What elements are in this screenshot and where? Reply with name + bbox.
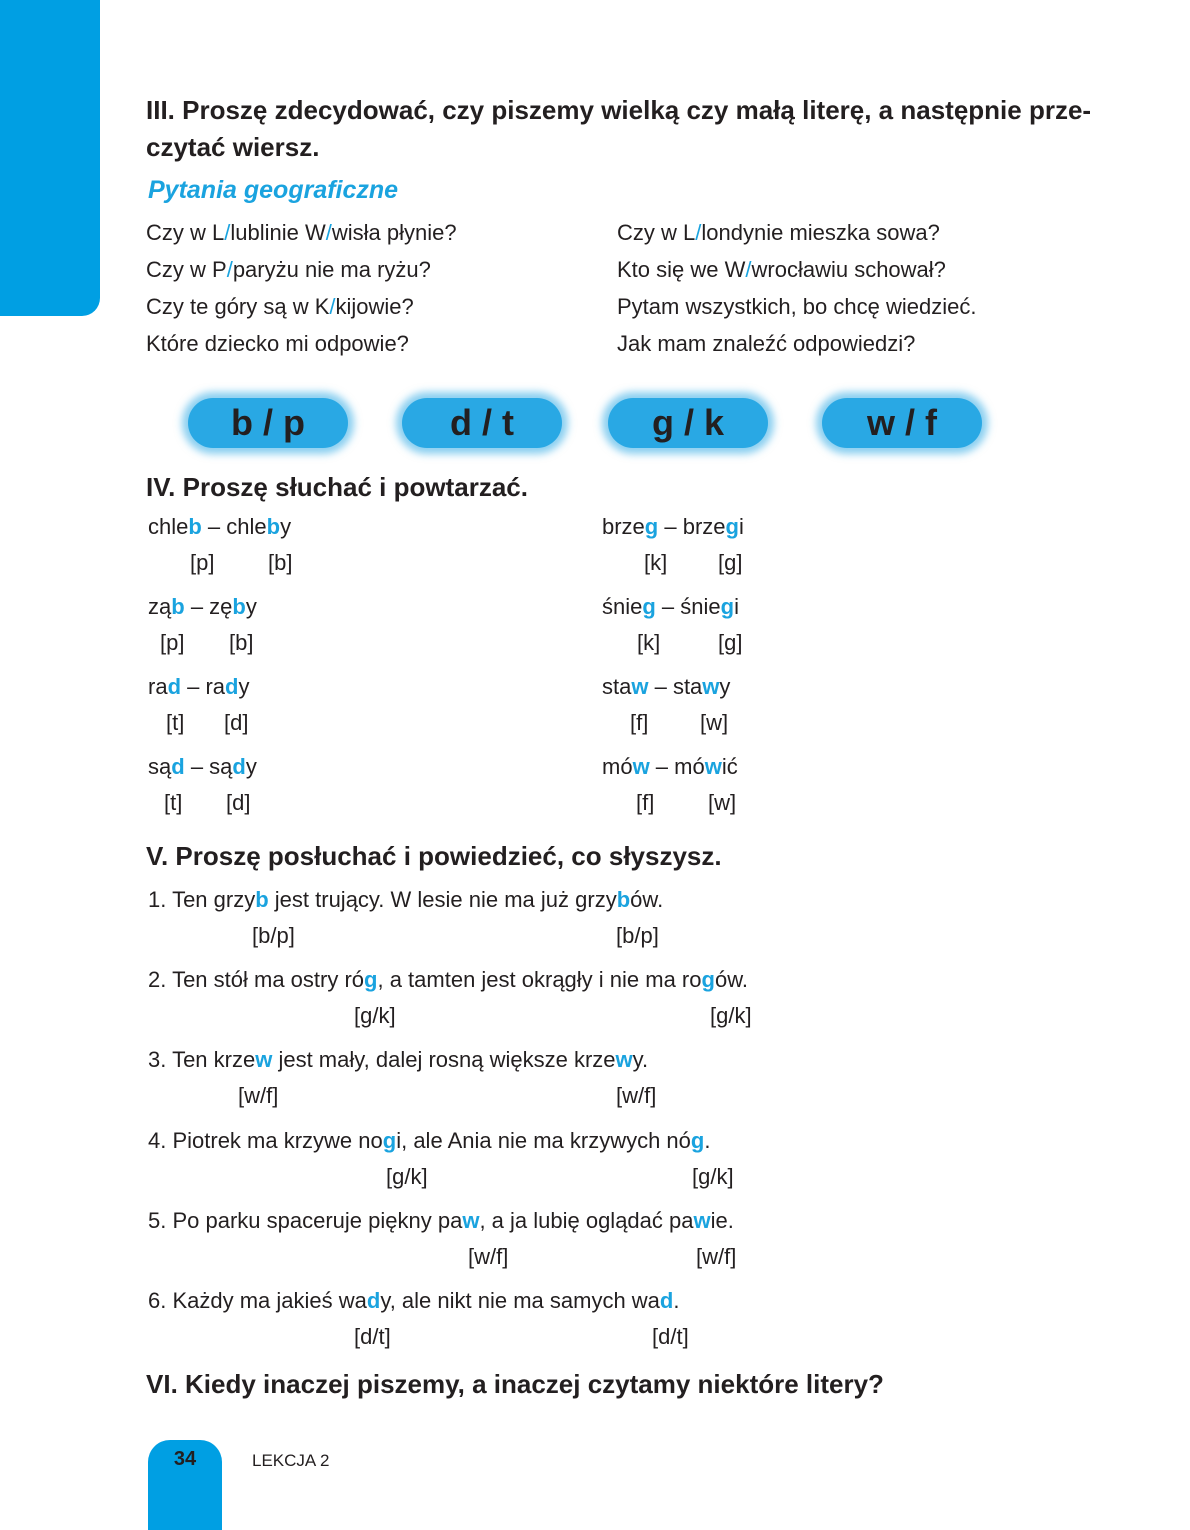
text-segment: Czy w L [617, 220, 696, 245]
highlighted-letter: g [642, 594, 656, 619]
highlighted-letter: b [188, 514, 202, 539]
answer-option: [w/f] [696, 1244, 737, 1269]
transcription: [g] [718, 550, 743, 575]
sentence [148, 967, 748, 993]
transcription: [t] [166, 710, 185, 735]
text-segment: wisła płynie? [331, 220, 457, 245]
highlighted-letter: b [232, 594, 246, 619]
section-5-title: V. Proszę posłuchać i powiedzieć, co słyszysz. [146, 841, 722, 871]
text-segment: i, ale Ania nie ma krzywych nó [396, 1128, 691, 1153]
word-pair [602, 674, 730, 700]
section-6-title: VI. Kiedy inaczej piszemy, a inaczej czytamy niektóre litery? [146, 1369, 884, 1399]
transcription: [d] [226, 790, 251, 815]
sentence [148, 1047, 648, 1073]
text-segment: 2. Ten stół ma ostry ró [148, 967, 365, 992]
answer-option: [g/k] [710, 1003, 752, 1028]
word-pair [148, 754, 257, 780]
text-segment: są [148, 754, 172, 779]
poem-right-stanza [617, 214, 976, 362]
text-segment: y [238, 674, 250, 699]
text-segment: jest trujący. W lesie nie ma już grzy [268, 887, 617, 912]
text-segment: ów. [714, 967, 748, 992]
text-segment: , a ja lubię oglądać pa [479, 1208, 694, 1233]
answer-option: [w/f] [468, 1244, 509, 1269]
highlighted-slash: / [226, 257, 233, 282]
word-pair [602, 514, 744, 540]
page-number: 34 [173, 1448, 197, 1470]
text-segment: Kto się we W [617, 257, 746, 282]
text-segment: y, ale nikt nie ma samych wa [380, 1288, 660, 1313]
highlighted-letter: g [701, 967, 715, 992]
highlighted-slash: / [224, 220, 231, 245]
text-segment: 6. Każdy ma jakieś wa [148, 1288, 367, 1313]
transcription: [k] [644, 550, 668, 575]
poem-left-stanza [146, 214, 457, 362]
transcription: [t] [164, 790, 183, 815]
text-segment: y [280, 514, 292, 539]
poem-line [617, 214, 976, 251]
transcription: [k] [637, 630, 661, 655]
text-segment: . [673, 1288, 680, 1313]
highlighted-letter: d [171, 754, 185, 779]
section-3-title-line1: III. Proszę zdecydować, czy piszemy wielką czy małą literę, a następnie prze- [146, 95, 1092, 125]
highlighted-letter: d [167, 674, 182, 699]
text-segment: Czy te góry są w K [146, 294, 330, 319]
text-segment: – zę [184, 594, 233, 619]
text-segment: 4. Piotrek ma krzywe no [148, 1128, 383, 1153]
word-pair [148, 514, 291, 540]
text-segment: zą [148, 594, 172, 619]
pill-g-k: g / k [608, 398, 768, 448]
page-number-tab [148, 1440, 222, 1530]
highlighted-letter: b [266, 514, 281, 539]
text-segment: y [719, 674, 731, 699]
text-segment: chle [148, 514, 189, 539]
highlighted-letter: w [702, 674, 720, 699]
text-segment: ić [721, 754, 738, 779]
highlighted-letter: w [693, 1208, 711, 1233]
text-segment: – sta [648, 674, 703, 699]
word-pair [148, 594, 257, 620]
answer-option: [b/p] [252, 923, 295, 948]
poem-line [617, 325, 976, 362]
highlighted-letter: g [644, 514, 659, 539]
highlighted-letter: w [615, 1047, 633, 1072]
text-segment: i [734, 594, 739, 619]
sentence [148, 1208, 734, 1234]
word-pair [602, 754, 738, 780]
section-4-title: IV. Proszę słuchać i powtarzać. [146, 472, 528, 502]
poem-line [146, 251, 457, 288]
highlighted-letter: b [171, 594, 185, 619]
answer-option: [b/p] [616, 923, 659, 948]
sentence [148, 1128, 710, 1154]
word-pair [148, 674, 250, 700]
text-segment: londynie mieszka sowa? [701, 220, 940, 245]
text-segment: Które dziecko mi odpowie? [146, 331, 409, 356]
text-segment: , a tamten jest okrągły i nie ma ro [377, 967, 702, 992]
section-3-title [146, 92, 1091, 166]
highlighted-letter: w [255, 1047, 273, 1072]
highlighted-letter: w [462, 1208, 480, 1233]
poem-line [146, 325, 457, 362]
answer-option: [w/f] [616, 1083, 657, 1108]
text-segment: – brze [658, 514, 726, 539]
text-segment: ra [148, 674, 168, 699]
answer-option: [d/t] [354, 1324, 391, 1349]
highlighted-letter: g [690, 1128, 705, 1153]
highlighted-slash: / [745, 257, 752, 282]
highlighted-slash: / [329, 294, 336, 319]
text-segment: y [245, 754, 257, 779]
highlighted-letter: g [720, 594, 735, 619]
highlighted-letter: w [632, 754, 650, 779]
text-segment: mó [602, 754, 633, 779]
text-segment: – chle [201, 514, 267, 539]
poem-line [617, 251, 976, 288]
transcription: [b] [229, 630, 254, 655]
text-segment: 1. Ten grzy [148, 887, 256, 912]
highlighted-slash: / [325, 220, 332, 245]
text-segment: – są [184, 754, 233, 779]
text-segment: ów. [630, 887, 664, 912]
text-segment: – mó [649, 754, 705, 779]
text-segment: – ra [181, 674, 226, 699]
transcription: [f] [636, 790, 655, 815]
answer-option: [d/t] [652, 1324, 689, 1349]
highlighted-letter: w [631, 674, 649, 699]
highlighted-slash: / [695, 220, 702, 245]
text-segment: y [245, 594, 257, 619]
text-segment: 3. Ten krze [148, 1047, 256, 1072]
highlighted-letter: d [366, 1288, 381, 1313]
text-segment: paryżu nie ma ryżu? [232, 257, 431, 282]
text-segment: Jak mam znaleźć odpowiedzi? [617, 331, 916, 356]
text-segment: lublinie W [230, 220, 326, 245]
highlighted-letter: w [704, 754, 722, 779]
pill-b-p: b / p [188, 398, 348, 448]
pill-w-f: w / f [822, 398, 982, 448]
text-segment: i [738, 514, 744, 539]
sentence [148, 887, 663, 913]
text-segment: Pytam wszystkich, bo chcę wiedzieć. [617, 294, 977, 319]
poem-title: Pytania geograficzne [148, 176, 399, 204]
sentence [148, 1288, 680, 1314]
lesson-label: LEKCJA 2 [252, 1451, 330, 1470]
text-segment: 5. Po parku spaceruje piękny pa [148, 1208, 463, 1233]
transcription: [p] [190, 550, 215, 575]
highlighted-letter: d [232, 754, 246, 779]
transcription: [d] [224, 710, 249, 735]
text-segment: brze [602, 514, 645, 539]
transcription: [p] [160, 630, 185, 655]
answer-option: [g/k] [354, 1003, 396, 1028]
highlighted-letter: d [225, 674, 239, 699]
transcription: [b] [268, 550, 293, 575]
side-tab [0, 0, 100, 316]
highlighted-letter: d [659, 1288, 674, 1313]
poem-line [146, 288, 457, 325]
text-segment: śnie [602, 594, 643, 619]
text-segment: sta [602, 674, 632, 699]
poem-line [617, 288, 976, 325]
answer-option: [g/k] [692, 1164, 734, 1189]
highlighted-letter: g [725, 514, 739, 539]
transcription: [w] [708, 790, 737, 815]
text-segment: Czy w P [146, 257, 227, 282]
section-3-title-line2: czytać wiersz. [146, 132, 320, 162]
text-segment: y. [632, 1047, 649, 1072]
text-segment: Czy w L [146, 220, 225, 245]
poem-line [146, 214, 457, 251]
transcription: [w] [700, 710, 729, 735]
word-pair [602, 594, 739, 620]
answer-option: [w/f] [238, 1083, 279, 1108]
pill-d-t: d / t [402, 398, 562, 448]
highlighted-letter: g [364, 967, 378, 992]
highlighted-letter: b [255, 887, 269, 912]
text-segment: jest mały, dalej rosną większe krze [272, 1047, 616, 1072]
answer-option: [g/k] [386, 1164, 428, 1189]
transcription: [f] [630, 710, 649, 735]
text-segment: . [704, 1128, 711, 1153]
text-segment: wrocławiu schował? [751, 257, 946, 282]
highlighted-letter: g [382, 1128, 397, 1153]
text-segment: ie. [710, 1208, 734, 1233]
text-segment: kijowie? [335, 294, 414, 319]
highlighted-letter: b [616, 887, 631, 912]
text-segment: – śnie [655, 594, 721, 619]
transcription: [g] [718, 630, 743, 655]
